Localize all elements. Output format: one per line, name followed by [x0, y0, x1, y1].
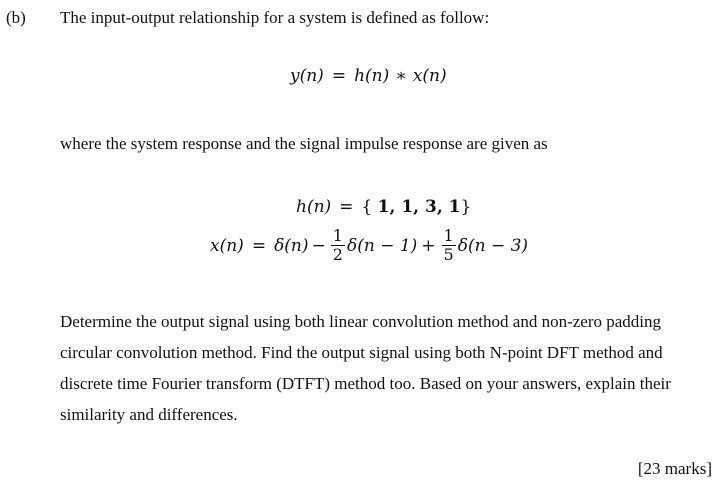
h-equation: h(n) = { 1, 1, 3, 1 } [296, 197, 472, 217]
question-line: discrete time Fourier transform (DTFT) method too. Based on your answers, explain their [60, 374, 671, 393]
intro-text: The input-output relationship for a system is defined as follow: [60, 8, 490, 27]
output-equation: y(n) = h(n) ∗ x(n) [290, 66, 447, 86]
question-line: similarity and differences. [60, 405, 238, 424]
eq-x-term1: δ(n) [274, 235, 309, 256]
eq-x-term3: δ(n − 3) [457, 235, 529, 256]
part-label: (b) [6, 8, 26, 27]
marks-label: [23 marks] [637, 459, 712, 478]
eq-x-lhs: x(n) [210, 235, 244, 256]
frac2-den: 5 [443, 245, 454, 264]
convolution-operator: ∗ [395, 66, 407, 86]
eq-output-x: x(n) [412, 66, 447, 86]
frac1-den: 2 [332, 245, 343, 264]
eq-h-lhs: h(n) [296, 197, 332, 217]
eq-h-values: 1, 1, 3, 1 [377, 197, 461, 217]
eq-output-lhs: y(n) [290, 66, 324, 86]
frac2-num: 1 [443, 226, 454, 245]
eq-x-term2: δ(n − 1) [346, 235, 418, 256]
x-equation: x(n) = δ(n) − $\frac{1}{2}$ δ(n − 1) + $\frac{1}{5}$ δ(n − 3) [210, 226, 529, 264]
eq-x-frac1 [331, 228, 345, 263]
given-text: where the system response and the signal impulse response are given as [60, 134, 548, 153]
question-line: Determine the output signal using both linear convolution method and non-zero padding [60, 312, 662, 331]
eq-output-h: h(n) [354, 66, 390, 86]
question-line: circular convolution method. Find the output signal using both N-point DFT method and [60, 343, 663, 362]
question-paragraph [60, 306, 715, 430]
frac1-num: 1 [332, 226, 343, 245]
eq-x-frac2 [442, 228, 456, 263]
